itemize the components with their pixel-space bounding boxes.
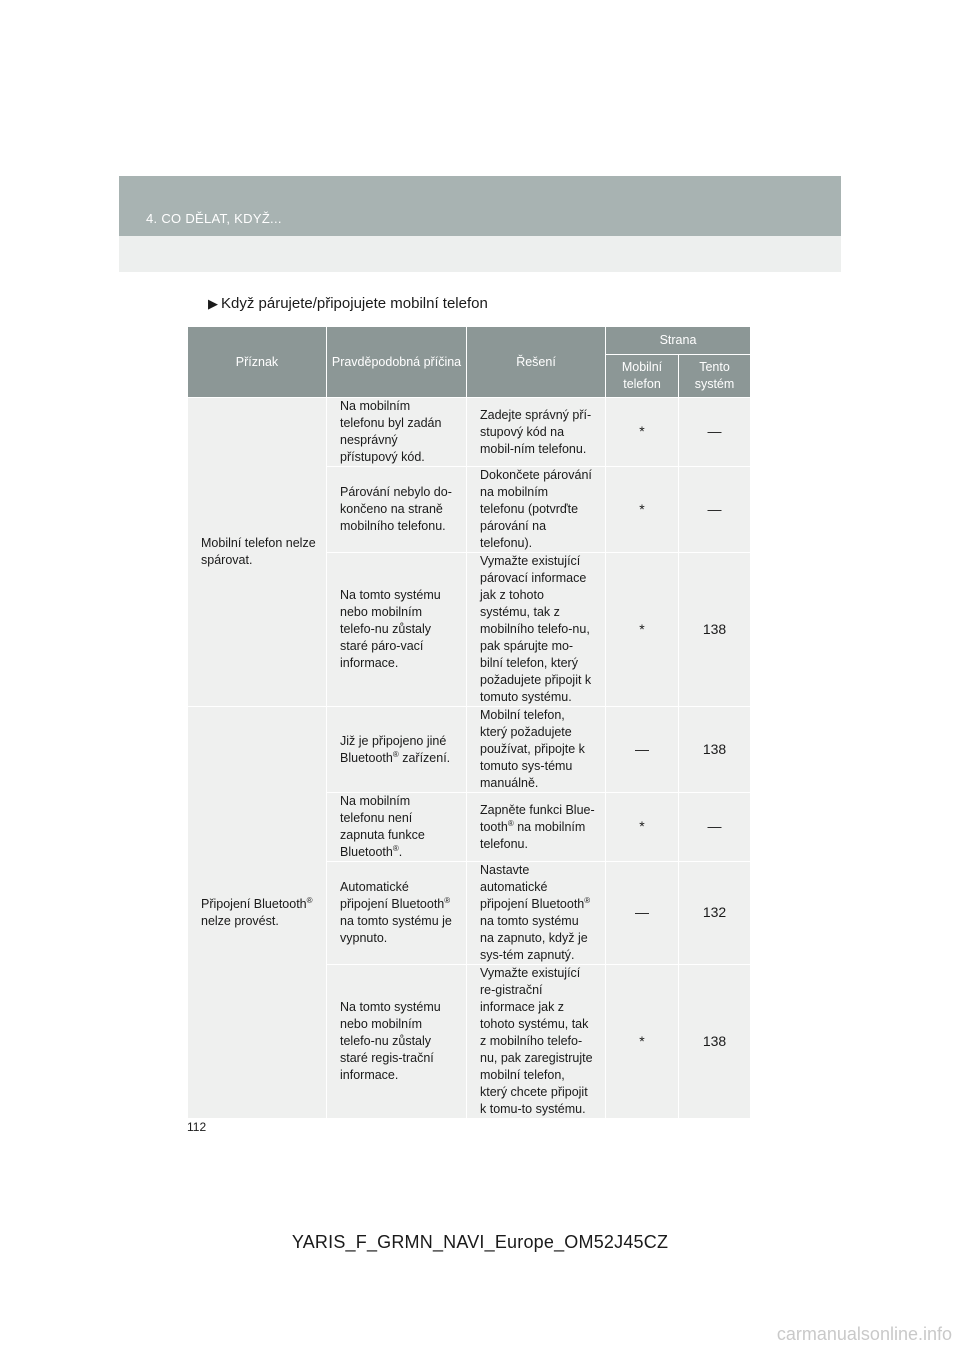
cause-cell: Na mobilním telefonu byl zadán nesprávný přístupový kód. bbox=[327, 398, 467, 467]
solution-text: Nastavte automatické připojení Bluetooth bbox=[480, 863, 585, 911]
solution-cell: Dokončete párování na mobilním telefonu (potvrďte párování na telefonu). bbox=[467, 467, 606, 553]
cause-text: Automatické připojení Bluetooth bbox=[340, 880, 445, 911]
header-solution: Řešení bbox=[467, 327, 606, 398]
symptom-cell: Mobilní telefon nelze spárovat. bbox=[188, 398, 327, 707]
page-phone-cell bbox=[606, 707, 679, 793]
cause-cell: Párování nebylo do-končeno na straně mobilního telefonu. bbox=[327, 467, 467, 553]
page-phone-cell bbox=[606, 862, 679, 965]
page-system-value: 138 bbox=[702, 740, 727, 757]
symptom-text-end: nelze provést. bbox=[201, 913, 279, 928]
triangle-right-icon: ▶ bbox=[208, 296, 218, 311]
page-system-cell bbox=[679, 793, 751, 862]
registered-mark: ® bbox=[444, 895, 451, 905]
solution-cell bbox=[467, 793, 606, 862]
cause-text-end: . bbox=[398, 845, 403, 859]
page-phone-cell bbox=[606, 553, 679, 707]
page-phone-value: — bbox=[635, 904, 649, 920]
solution-cell: Zadejte správný pří-stupový kód na mobil-ním telefonu. bbox=[467, 398, 606, 467]
cause-text: Již je připojeno jiné Bluetooth bbox=[340, 733, 447, 765]
cause-cell: Na tomto systému nebo mobilním telefo-nu zůstaly staré páro-vací informace. bbox=[327, 553, 467, 707]
page-system-cell bbox=[679, 553, 751, 707]
page-phone-cell bbox=[606, 965, 679, 1119]
page-phone-cell bbox=[606, 398, 679, 467]
registered-mark: ® bbox=[392, 843, 399, 853]
cause-text: Na mobilním telefonu není zapnuta funkce Bluetooth bbox=[340, 794, 425, 859]
page-phone-value: * bbox=[639, 818, 645, 834]
solution-cell: Vymažte existující re-gistrační informace jak z tohoto systému, tak z mobilního telefo-nu, pak zaregistrujte mobilní telefon, který chcete připojit k tomu-to systému. bbox=[467, 965, 606, 1119]
registered-mark: ® bbox=[507, 818, 514, 828]
cause-cell bbox=[327, 862, 467, 965]
table-row bbox=[188, 707, 751, 793]
solution-cell: Vymažte existující párovací informace jak z tohoto systému, tak z mobilního telefo-nu, pak spárujte mo-bilní telefon, který požadujete připojit k tomuto systému. bbox=[467, 553, 606, 707]
page-phone-value: * bbox=[639, 620, 645, 637]
cause-cell bbox=[327, 793, 467, 862]
header-page-phone: Mobilní telefon bbox=[606, 355, 679, 398]
solution-cell bbox=[467, 862, 606, 965]
header-cause: Pravděpodobná příčina bbox=[327, 327, 467, 398]
header-symptom: Příznak bbox=[188, 327, 327, 398]
page-number: 112 bbox=[187, 1120, 207, 1134]
watermark: carmanualsonline.info bbox=[776, 1324, 952, 1344]
symptom-text: Připojení Bluetooth bbox=[201, 896, 307, 911]
page-system-cell bbox=[679, 965, 751, 1119]
chapter-title: 4. CO DĚLAT, KDYŽ... bbox=[146, 211, 282, 226]
solution-text-end: na tomto systému na zapnuto, když je sys-tém zapnutý. bbox=[480, 914, 588, 962]
page-phone-value: — bbox=[635, 740, 649, 757]
registered-mark: ® bbox=[584, 895, 591, 905]
cause-text-end: na tomto systému je vypnuto. bbox=[340, 914, 452, 945]
page-phone-value: * bbox=[639, 500, 645, 517]
page-system-cell bbox=[679, 398, 751, 467]
solution-cell: Mobilní telefon, který požadujete používat, připojte k tomuto sys-tému manuálně. bbox=[467, 707, 606, 793]
section-title bbox=[208, 295, 488, 312]
symptom-cell bbox=[188, 707, 327, 1119]
page-system-value: — bbox=[707, 818, 722, 834]
footer-document-code: YARIS_F_GRMN_NAVI_Europe_OM52J45CZ bbox=[291, 1232, 669, 1252]
page-system-cell bbox=[679, 707, 751, 793]
page-system-value: 138 bbox=[702, 1032, 727, 1049]
page-system-value: 132 bbox=[702, 904, 727, 920]
cause-cell: Na tomto systému nebo mobilním telefo-nu zůstaly staré regis-trační informace. bbox=[327, 965, 467, 1119]
page-system-cell bbox=[679, 862, 751, 965]
solution-text-end: na mobilním telefonu. bbox=[480, 819, 586, 851]
header-subband bbox=[119, 236, 841, 272]
header-band bbox=[119, 176, 841, 236]
page-system-cell bbox=[679, 467, 751, 553]
page-system-value: — bbox=[707, 423, 722, 439]
page-phone-value: * bbox=[639, 423, 645, 439]
solution-text: Zapněte funkci Blue-tooth bbox=[480, 802, 595, 834]
cause-text-end: zařízení. bbox=[398, 750, 451, 765]
page-phone-cell bbox=[606, 467, 679, 553]
page-system-value: — bbox=[707, 500, 722, 517]
header-page-group: Strana bbox=[606, 327, 751, 355]
table-header-row bbox=[188, 327, 751, 355]
table-row bbox=[188, 398, 751, 467]
page-system-value: 138 bbox=[702, 620, 727, 637]
cause-cell bbox=[327, 707, 467, 793]
registered-mark: ® bbox=[306, 895, 313, 905]
troubleshooting-table bbox=[187, 326, 751, 1119]
page-phone-value: * bbox=[639, 1032, 645, 1049]
section-title-text: Když párujete/připojujete mobilní telefon bbox=[221, 295, 488, 312]
page-phone-cell bbox=[606, 793, 679, 862]
registered-mark: ® bbox=[392, 749, 399, 759]
header-page-system: Tento systém bbox=[679, 355, 751, 398]
